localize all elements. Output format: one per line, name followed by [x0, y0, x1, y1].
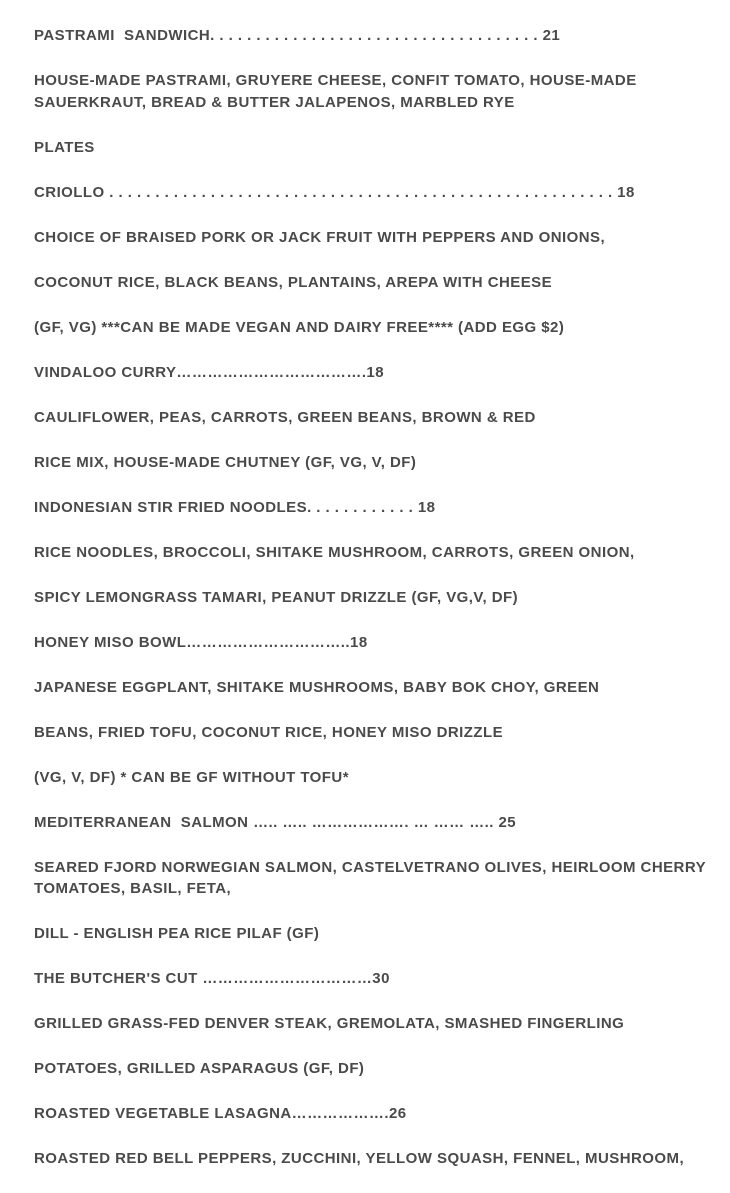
- item-description-honey-miso-bowl-1: JAPANESE EGGPLANT, SHITAKE MUSHROOMS, BABY BOK CHOY, GREEN: [34, 678, 600, 696]
- item-description-vindaloo-curry-1: CAULIFLOWER, PEAS, CARROTS, GREEN BEANS, BROWN & RED: [34, 408, 536, 426]
- item-notes-honey-miso-bowl: (VG, V, DF) * CAN BE GF WITHOUT TOFU*: [34, 768, 349, 786]
- item-title-criollo: CRIOLLO . . . . . . . . . . . . . . . . . . . . . . . . . . . . . . . . . . . . . . . . . . . . . . . . . . . . . . . 18: [34, 183, 635, 201]
- item-description-honey-miso-bowl-2: BEANS, FRIED TOFU, COCONUT RICE, HONEY MISO DRIZZLE: [34, 723, 504, 741]
- item-title-roasted-vegetable-lasagna: ROASTED VEGETABLE LASAGNA……………….26: [34, 1105, 407, 1122]
- item-description-mediterranean-salmon-2: DILL - ENGLISH PEA RICE PILAF (GF): [34, 925, 320, 942]
- item-description-vindaloo-curry-2: RICE MIX, HOUSE-MADE CHUTNEY (GF, VG, V, DF): [34, 453, 417, 471]
- menu-document: [34, 25, 714, 1193]
- item-title-mediterranean-salmon: MEDITERRANEAN SALMON ….. ….. ………………. … …… ….. 25: [34, 813, 517, 831]
- item-description-indonesian-noodles-1: RICE NOODLES, BROCCOLI, SHITAKE MUSHROOM, CARROTS, GREEN ONION,: [34, 543, 635, 561]
- item-description-pastrami-sandwich: HOUSE-MADE PASTRAMI, GRUYERE CHEESE, CONFIT TOMATO, HOUSE-MADE SAUERKRAUT, BREAD & BUTTER JALAPENOS, MARBLED RYE: [34, 72, 642, 111]
- item-title-pastrami-sandwich: PASTRAMI SANDWICH. . . . . . . . . . . . . . . . . . . . . . . . . . . . . . . . . . . . 21: [34, 27, 561, 44]
- item-description-roasted-vegetable-lasagna-1: ROASTED RED BELL PEPPERS, ZUCCHINI, YELLOW SQUASH, FENNEL, MUSHROOM,: [34, 1150, 685, 1167]
- section-heading-plates: PLATES: [34, 138, 95, 156]
- item-description-mediterranean-salmon-1: SEARED FJORD NORWEGIAN SALMON, CASTELVETRANO OLIVES, HEIRLOOM CHERRY TOMATOES, BASIL, FETA,: [34, 858, 711, 897]
- item-title-butchers-cut: THE BUTCHER'S CUT ……………………………30: [34, 970, 390, 987]
- item-title-vindaloo-curry: VINDALOO CURRY……………………………….18: [34, 363, 385, 381]
- item-description-indonesian-noodles-2: SPICY LEMONGRASS TAMARI, PEANUT DRIZZLE (GF, VG,V, DF): [34, 588, 519, 606]
- item-title-honey-miso-bowl: HONEY MISO BOWL…………………………..18: [34, 633, 368, 651]
- item-description-criollo-1: CHOICE OF BRAISED PORK OR JACK FRUIT WITH PEPPERS AND ONIONS,: [34, 228, 606, 246]
- item-description-butchers-cut-2: POTATOES, GRILLED ASPARAGUS (GF, DF): [34, 1060, 365, 1077]
- item-notes-criollo: (GF, VG) ***CAN BE MADE VEGAN AND DAIRY FREE**** (ADD EGG $2): [34, 318, 565, 336]
- item-description-criollo-2: COCONUT RICE, BLACK BEANS, PLANTAINS, AREPA WITH CHEESE: [34, 273, 553, 291]
- item-title-indonesian-noodles: INDONESIAN STIR FRIED NOODLES. . . . . . . . . . . . 18: [34, 498, 436, 516]
- item-description-butchers-cut-1: GRILLED GRASS-FED DENVER STEAK, GREMOLATA, SMASHED FINGERLING: [34, 1015, 625, 1032]
